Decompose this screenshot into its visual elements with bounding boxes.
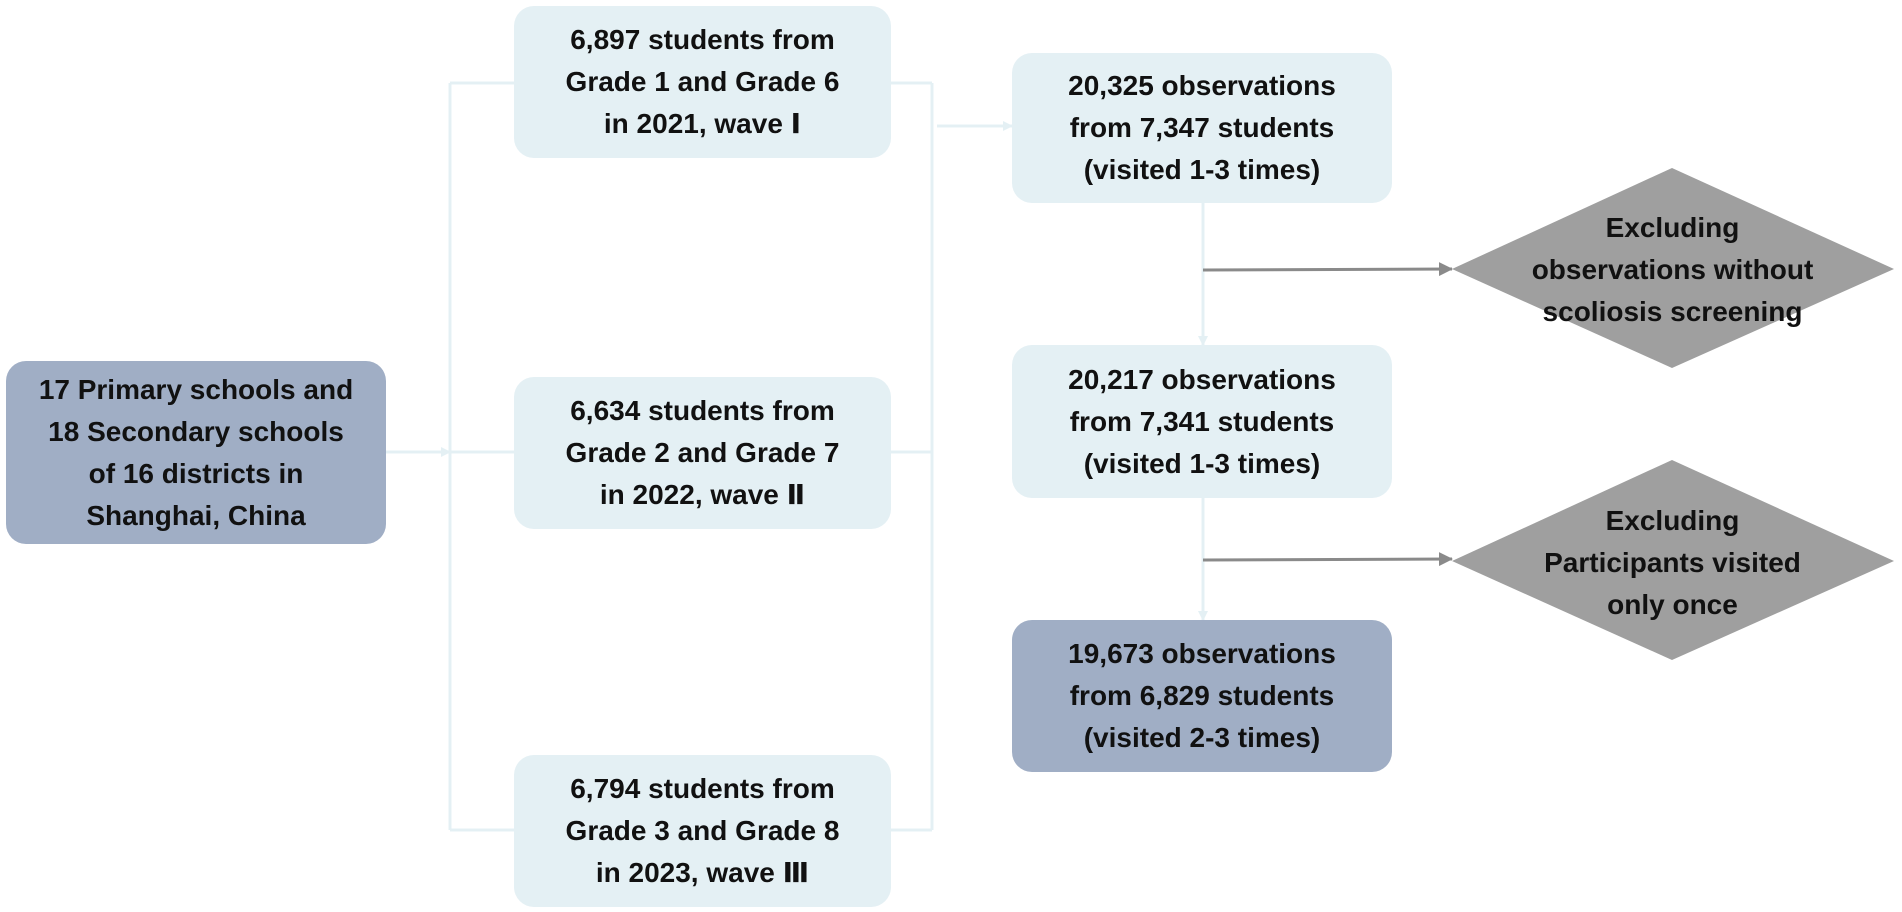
wave-2-box <box>514 377 891 529</box>
wave-3-box <box>514 755 891 907</box>
step-1-text: 20,325 observations from 7,347 students (visited 1-3 times) <box>1068 70 1336 185</box>
step-3-box <box>1012 620 1392 772</box>
step-2-box <box>1012 345 1392 498</box>
source-schools-box <box>6 361 386 544</box>
wave-3-text: 6,794 students from Grade 3 and Grade 8 in 2023, wave Ⅲ <box>565 773 840 888</box>
wave-1-box <box>514 6 891 158</box>
exclusion-1-text: Excluding observations without scoliosis screening <box>1531 212 1814 327</box>
exclusion-1-arrow <box>1203 269 1452 270</box>
exclusion-2-text: Excluding Participants visited only once <box>1544 505 1801 620</box>
wave-1-text: 6,897 students from Grade 1 and Grade 6 in 2021, wave Ⅰ <box>565 24 840 139</box>
source-schools-text: 17 Primary schools and 18 Secondary schools of 16 districts in Shanghai, China <box>38 373 354 531</box>
wave-2-text: 6,634 students from Grade 2 and Grade 7 in 2022, wave Ⅱ <box>565 395 840 510</box>
exclusion-2-arrow <box>1203 559 1452 560</box>
step-1-box <box>1012 53 1392 203</box>
step-3-text: 19,673 observations from 6,829 students (visited 2-3 times) <box>1068 638 1336 753</box>
exclusion-2-label <box>1500 493 1845 633</box>
exclusion-1-label <box>1500 200 1845 340</box>
step-2-text: 20,217 observations from 7,341 students (visited 1-3 times) <box>1068 363 1336 479</box>
